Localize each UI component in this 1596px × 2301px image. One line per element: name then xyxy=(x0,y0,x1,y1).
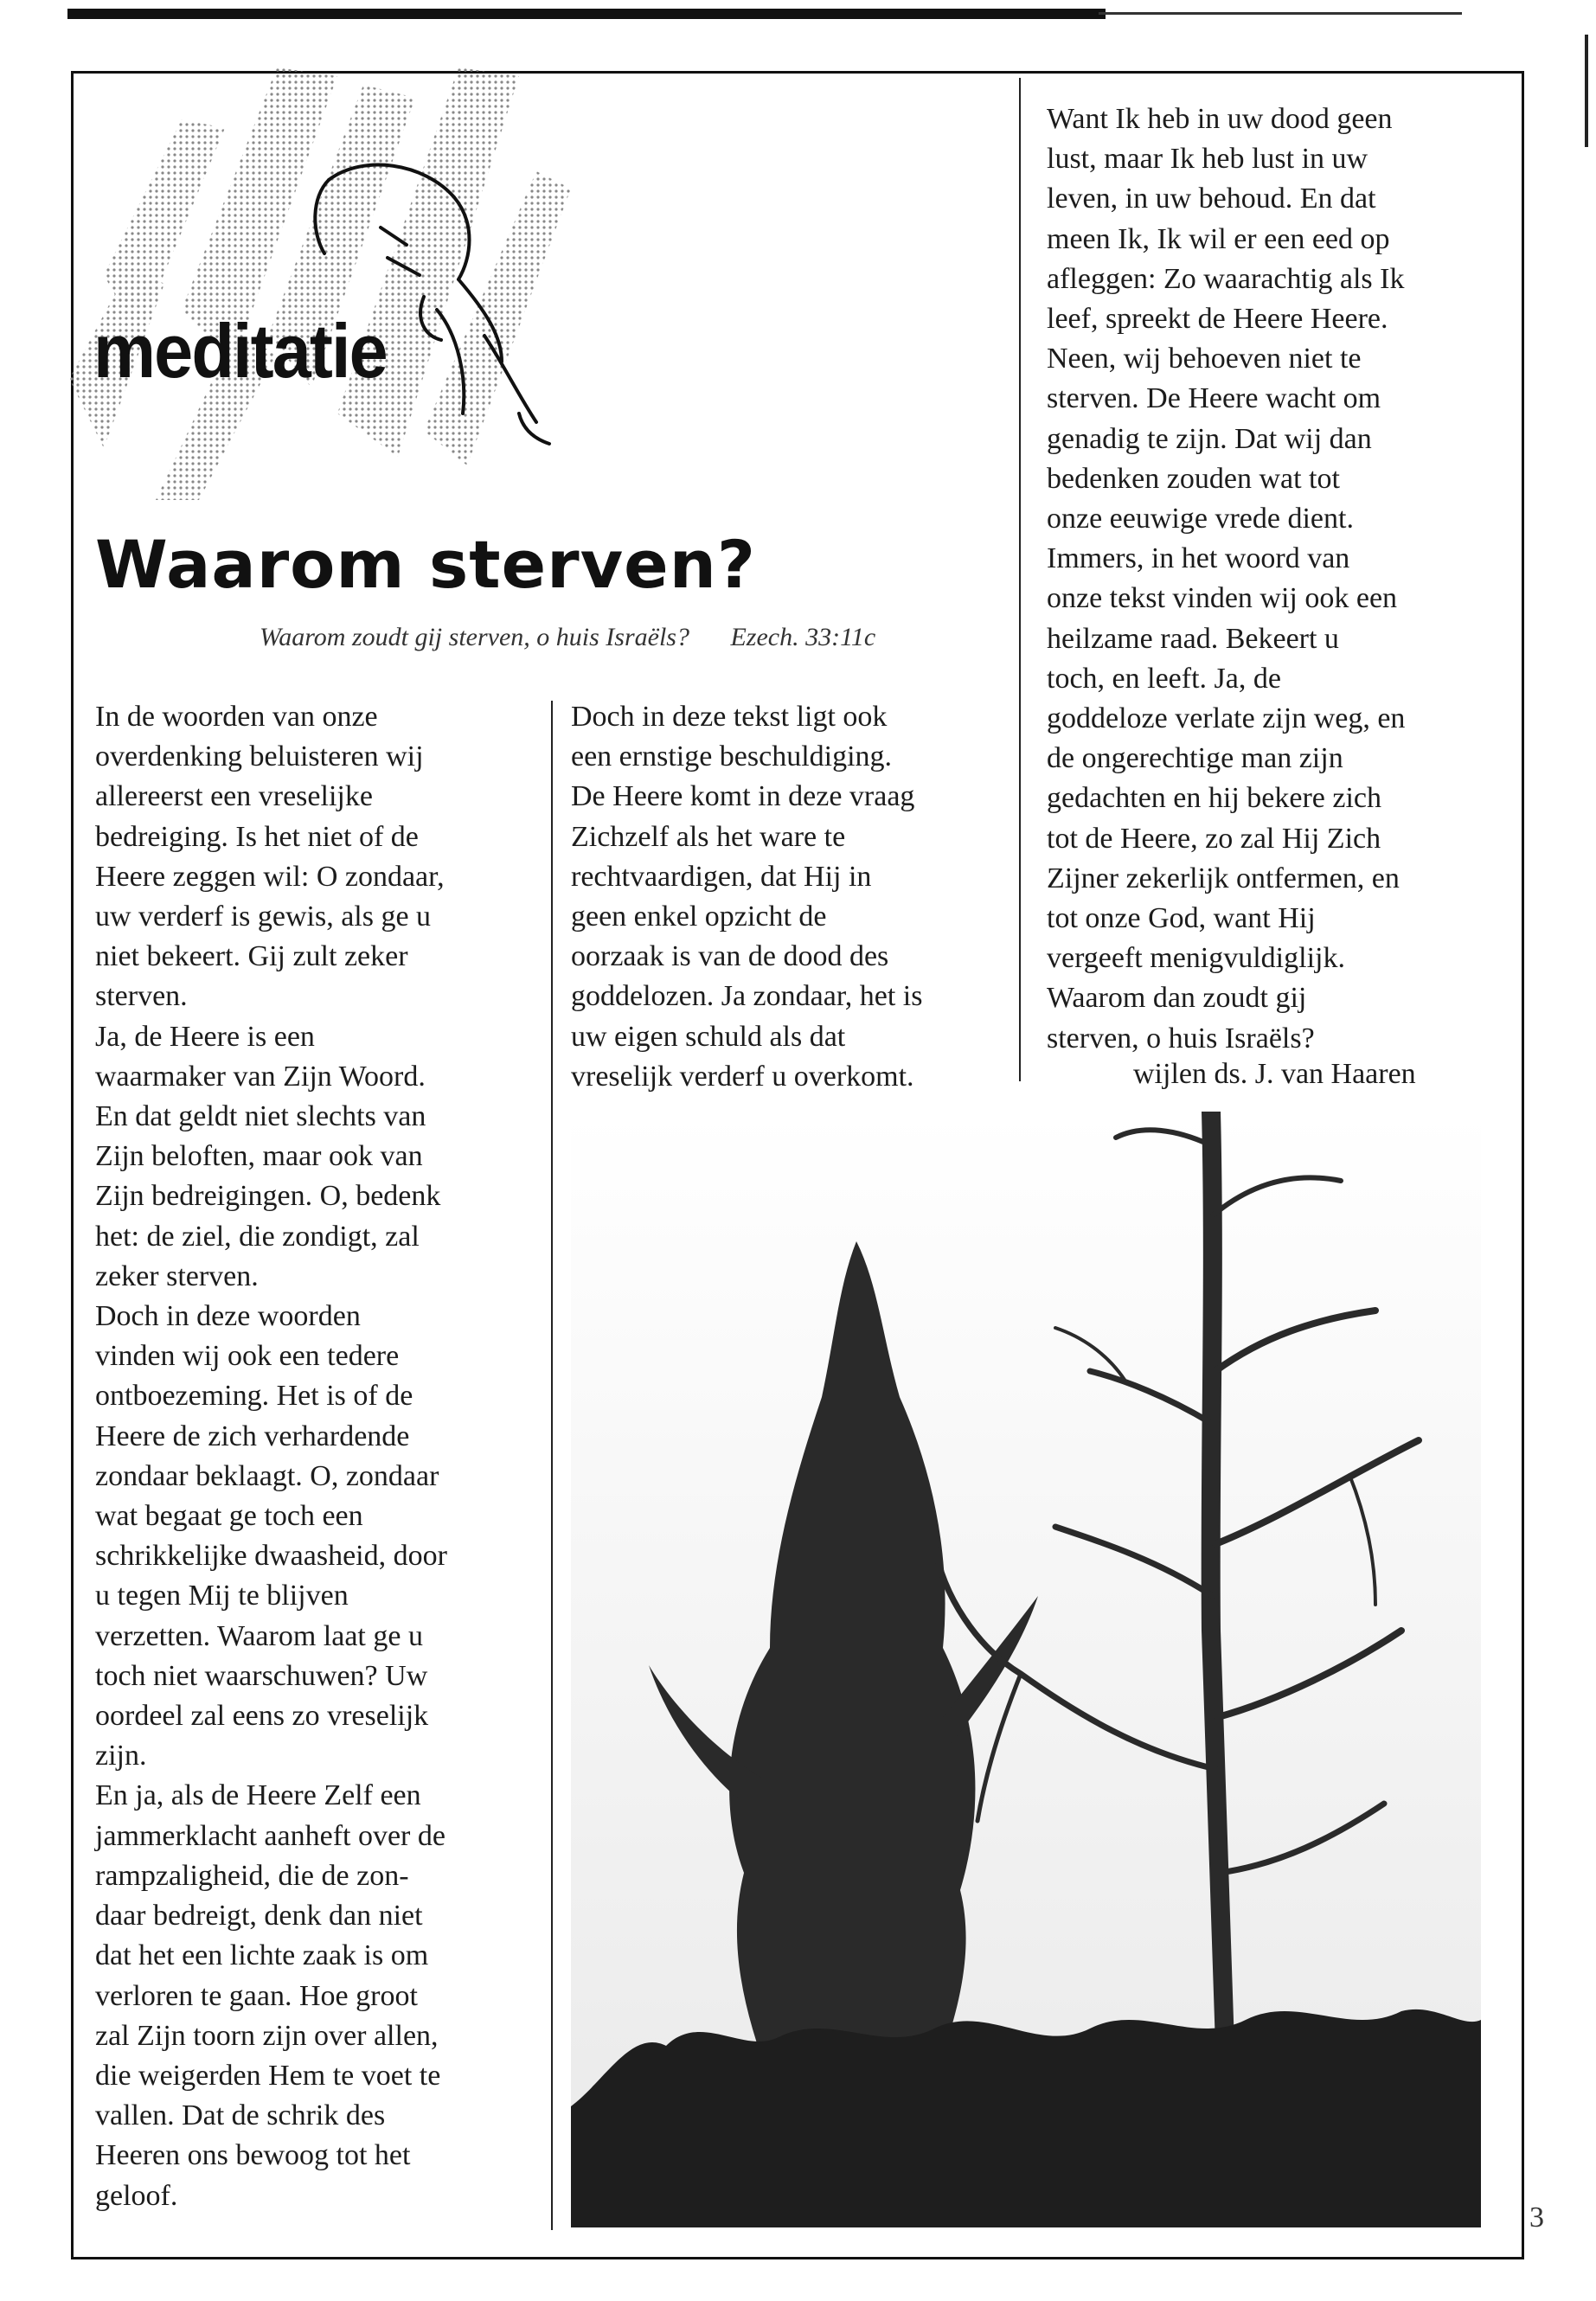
ground-shrubs xyxy=(571,2009,1481,2227)
page-number: 3 xyxy=(1529,2202,1544,2234)
section-label: meditatie xyxy=(93,308,387,394)
column-divider-2 xyxy=(1019,78,1021,1081)
meditatie-header-illustration xyxy=(52,50,588,500)
author-byline: wijlen ds. J. van Haaren xyxy=(1133,1058,1416,1090)
article-column-2: Doch in deze tekst ligt ook een ernstige beschuldiging. De Heere komt in deze vraag Zichzelf als het ware te rechtvaardigen, dat Hij in geen enkel opzicht de oorzaak is van de dood des goddelozen. Ja zondaar, het is uw eigen schuld als dat vreselijk verderf u overkomt. xyxy=(571,701,923,1093)
column-divider-1 xyxy=(551,701,553,2230)
dotted-brush-strokes xyxy=(69,67,571,500)
article-column-3: Want Ik heb in uw dood geen lust, maar Ik heb lust in uw leven, in uw behoud. En dat meen Ik, Ik wil er een eed op afleggen: Zo waarachtig als Ik leef, spreekt de Heere Heere. Neen, wij behoeven niet te sterven. De Heere wacht om genadig te zijn. Dat wij dan bedenken zouden wat tot onze eeuwige vrede dient. Immers, in het woord van onze tekst vinden wij ook een heilzame raad. Bekeert u toch, en leeft. Ja, de goddeloze verlate zijn weg, en de ongerechtige man zijn gedachten en hij bekere zich tot de Heere, zo zal Hij Zich Zijner zekerlijk ontfermen, en tot onze God, want Hij vergeeft menigvuldiglijk. Waarom dan zoudt gij sterven, o huis Israëls? xyxy=(1047,103,1406,1054)
epigraph-reference: Ezech. 33:11c xyxy=(730,623,876,651)
epigraph xyxy=(260,623,1014,652)
article-column-1: In de woorden van onze overdenking beluisteren wij allereerst een vreselijke bedreiging. Is het niet of de Heere zeggen wil: O zondaar, uw verderf is gewis, als ge u niet bekeert. Gij zult zeker sterven. Ja, de Heere is een waarmaker van Zijn Woord. En dat geldt niet slechts van Zijn beloften, maar ook van Zijn bedreigingen. O, bedenk het: de ziel, die zondigt, zal zeker sterven. Doch in deze woorden vinden wij ook een tedere ontboezeming. Het is of de Heere de zich verhardende zondaar beklaagt. O, zondaar wat begaat ge toch een schrikkelijke dwaasheid, door u tegen Mij te blijven verzetten. Waarom laat ge u toch niet waarschuwen? Uw oordeel zal eens zo vreselijk zijn. En ja, als de Heere Zelf een jammerklacht aanheft over de rampzaligheid, die de zon- daar bedreigt, denk dan niet dat het een lichte zaak is om verloren te gaan. Hoe groot zal Zijn toorn zijn over allen, die weigerden Hem te voet te vallen. Dat de schrik des Heeren ons bewoog tot het geloof. xyxy=(95,701,447,2212)
top-rule-thin xyxy=(1099,12,1462,15)
edge-mark xyxy=(1585,35,1588,147)
trees-photograph xyxy=(571,1112,1481,2227)
page-title: Waarom sterven? xyxy=(95,526,756,603)
top-rule xyxy=(67,9,1106,19)
epigraph-text: Waarom zoudt gij sterven, o huis Israëls? xyxy=(260,623,689,651)
